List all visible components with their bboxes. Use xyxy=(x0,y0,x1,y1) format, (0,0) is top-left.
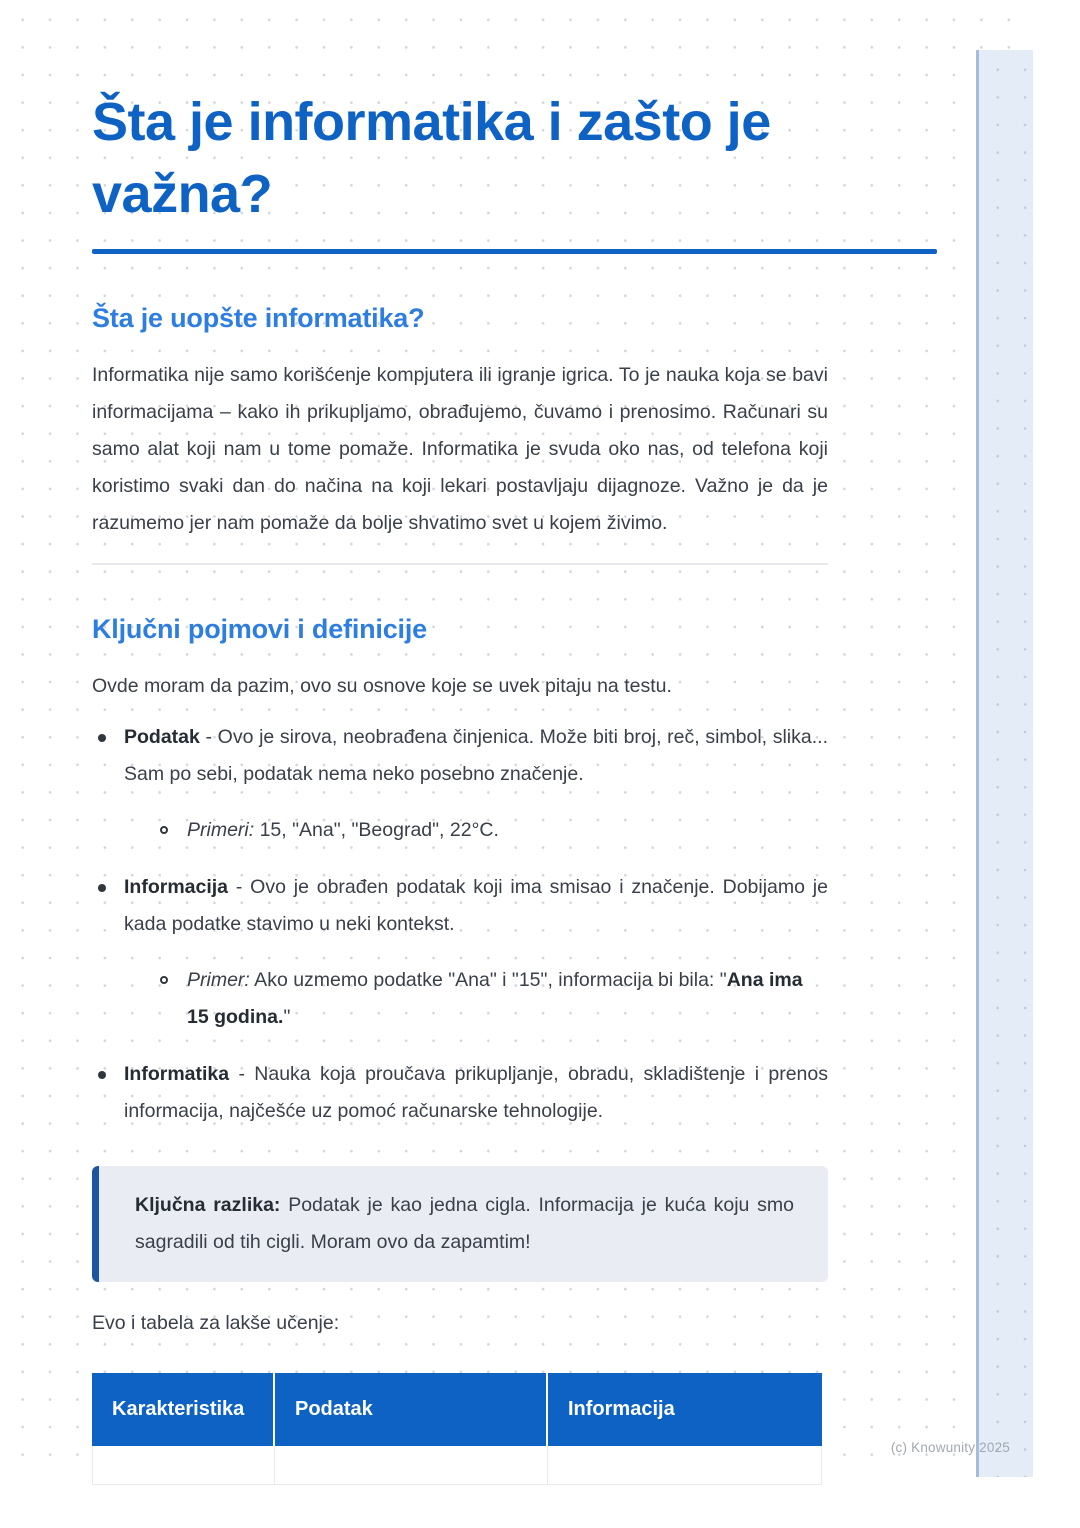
example-value-bold: Ana ima 15 godina. xyxy=(187,969,803,1028)
table-intro: Evo i tabela za lakše učenje: xyxy=(92,1312,340,1334)
title-rule xyxy=(92,249,937,254)
circle-bullet-icon xyxy=(160,826,168,834)
table-cell xyxy=(275,1446,548,1485)
term-definition xyxy=(124,719,828,793)
term-definition-text: - Ovo je obrađen podatak koji ima smisao i značenje. Dobijamo je kada podatke stavimo u neki kontekst. xyxy=(124,876,828,935)
example-text xyxy=(187,962,828,1036)
key-terms-intro: Ovde moram da pazim, ovo su osnove koje se uvek pitaju na testu. xyxy=(92,675,672,697)
section-heading-key-terms: Ključni pojmovi i definicije xyxy=(92,614,427,644)
example-item xyxy=(156,962,828,1036)
example-value-pre: Ako uzmemo podatke "Ana" i "15", informacija bi bila: " xyxy=(249,969,727,991)
page-content xyxy=(92,0,937,1485)
page-title: Šta je informatika i zašto je važna? xyxy=(92,92,771,224)
page-footer: (c) Knowunity 2025 xyxy=(890,1440,1010,1455)
callout-text xyxy=(135,1187,794,1261)
intro-paragraph: Informatika nije samo korišćenje kompjutera ili igranje igrica. To je nauka koja se bavi informacijama – kako ih prikupljamo, obrađujemo, čuvamo i prenosimo. Računari su samo alat koji nam u tome pomaže. Informatika je svuda oko nas, od telefona koji koristimo svaki dan do načina na koji lekari postavljaju dijagnoze. Važno je da je razumemo jer nam pomaže da bolje shvatimo svet u kojem živimo. xyxy=(92,364,828,534)
bullet-icon xyxy=(98,1071,106,1079)
table-cell xyxy=(92,1446,275,1485)
table-row xyxy=(92,1446,822,1485)
callout-label: Ključna razlika: xyxy=(135,1194,281,1216)
bullet-icon xyxy=(98,734,106,742)
section-divider xyxy=(92,563,828,565)
page-edge-band xyxy=(976,50,1033,1477)
term-definition-text: - Nauka koja proučava prikupljanje, obradu, skladištenje i prenos informacija, najčešće uz pomoć računarske tehnologije. xyxy=(124,1063,828,1122)
table-cell xyxy=(548,1446,822,1485)
list-item-informacija xyxy=(92,869,828,1036)
definitions-list xyxy=(92,719,828,1130)
definitions-table xyxy=(92,1373,822,1485)
term-label: Informatika xyxy=(124,1063,230,1085)
bullet-icon xyxy=(98,884,106,892)
table-header-informacija: Informacija xyxy=(548,1373,822,1446)
example-label: Primer: xyxy=(187,969,250,991)
example-value-post: " xyxy=(283,1006,291,1028)
example-text xyxy=(187,812,828,849)
example-item xyxy=(156,812,828,849)
term-definition xyxy=(124,869,828,943)
term-definition-text: - Ovo je sirova, neobrađena činjenica. Može biti broj, reč, simbol, slika... Sam po sebi, podatak nema neko posebno značenje. xyxy=(124,726,828,785)
table-header-podatak: Podatak xyxy=(275,1373,548,1446)
example-label: Primeri: xyxy=(187,819,255,841)
callout-body: Podatak je kao jedna cigla. Informacija je kuća koju smo sagradili od tih cigli. Moram ovo da zapamtim! xyxy=(135,1194,794,1253)
term-label: Podatak xyxy=(124,726,200,748)
table-header-karakteristika: Karakteristika xyxy=(92,1373,275,1446)
circle-bullet-icon xyxy=(160,976,168,984)
key-difference-callout xyxy=(92,1166,828,1282)
section-heading-what-is-informatics: Šta je uopšte informatika? xyxy=(92,303,425,333)
list-item-informatika xyxy=(92,1056,828,1130)
example-value: 15, "Ana", "Beograd", 22°C. xyxy=(254,819,499,841)
term-label: Informacija xyxy=(124,876,229,898)
list-item-podatak xyxy=(92,719,828,849)
term-definition xyxy=(124,1056,828,1130)
table-header-row xyxy=(92,1373,822,1446)
